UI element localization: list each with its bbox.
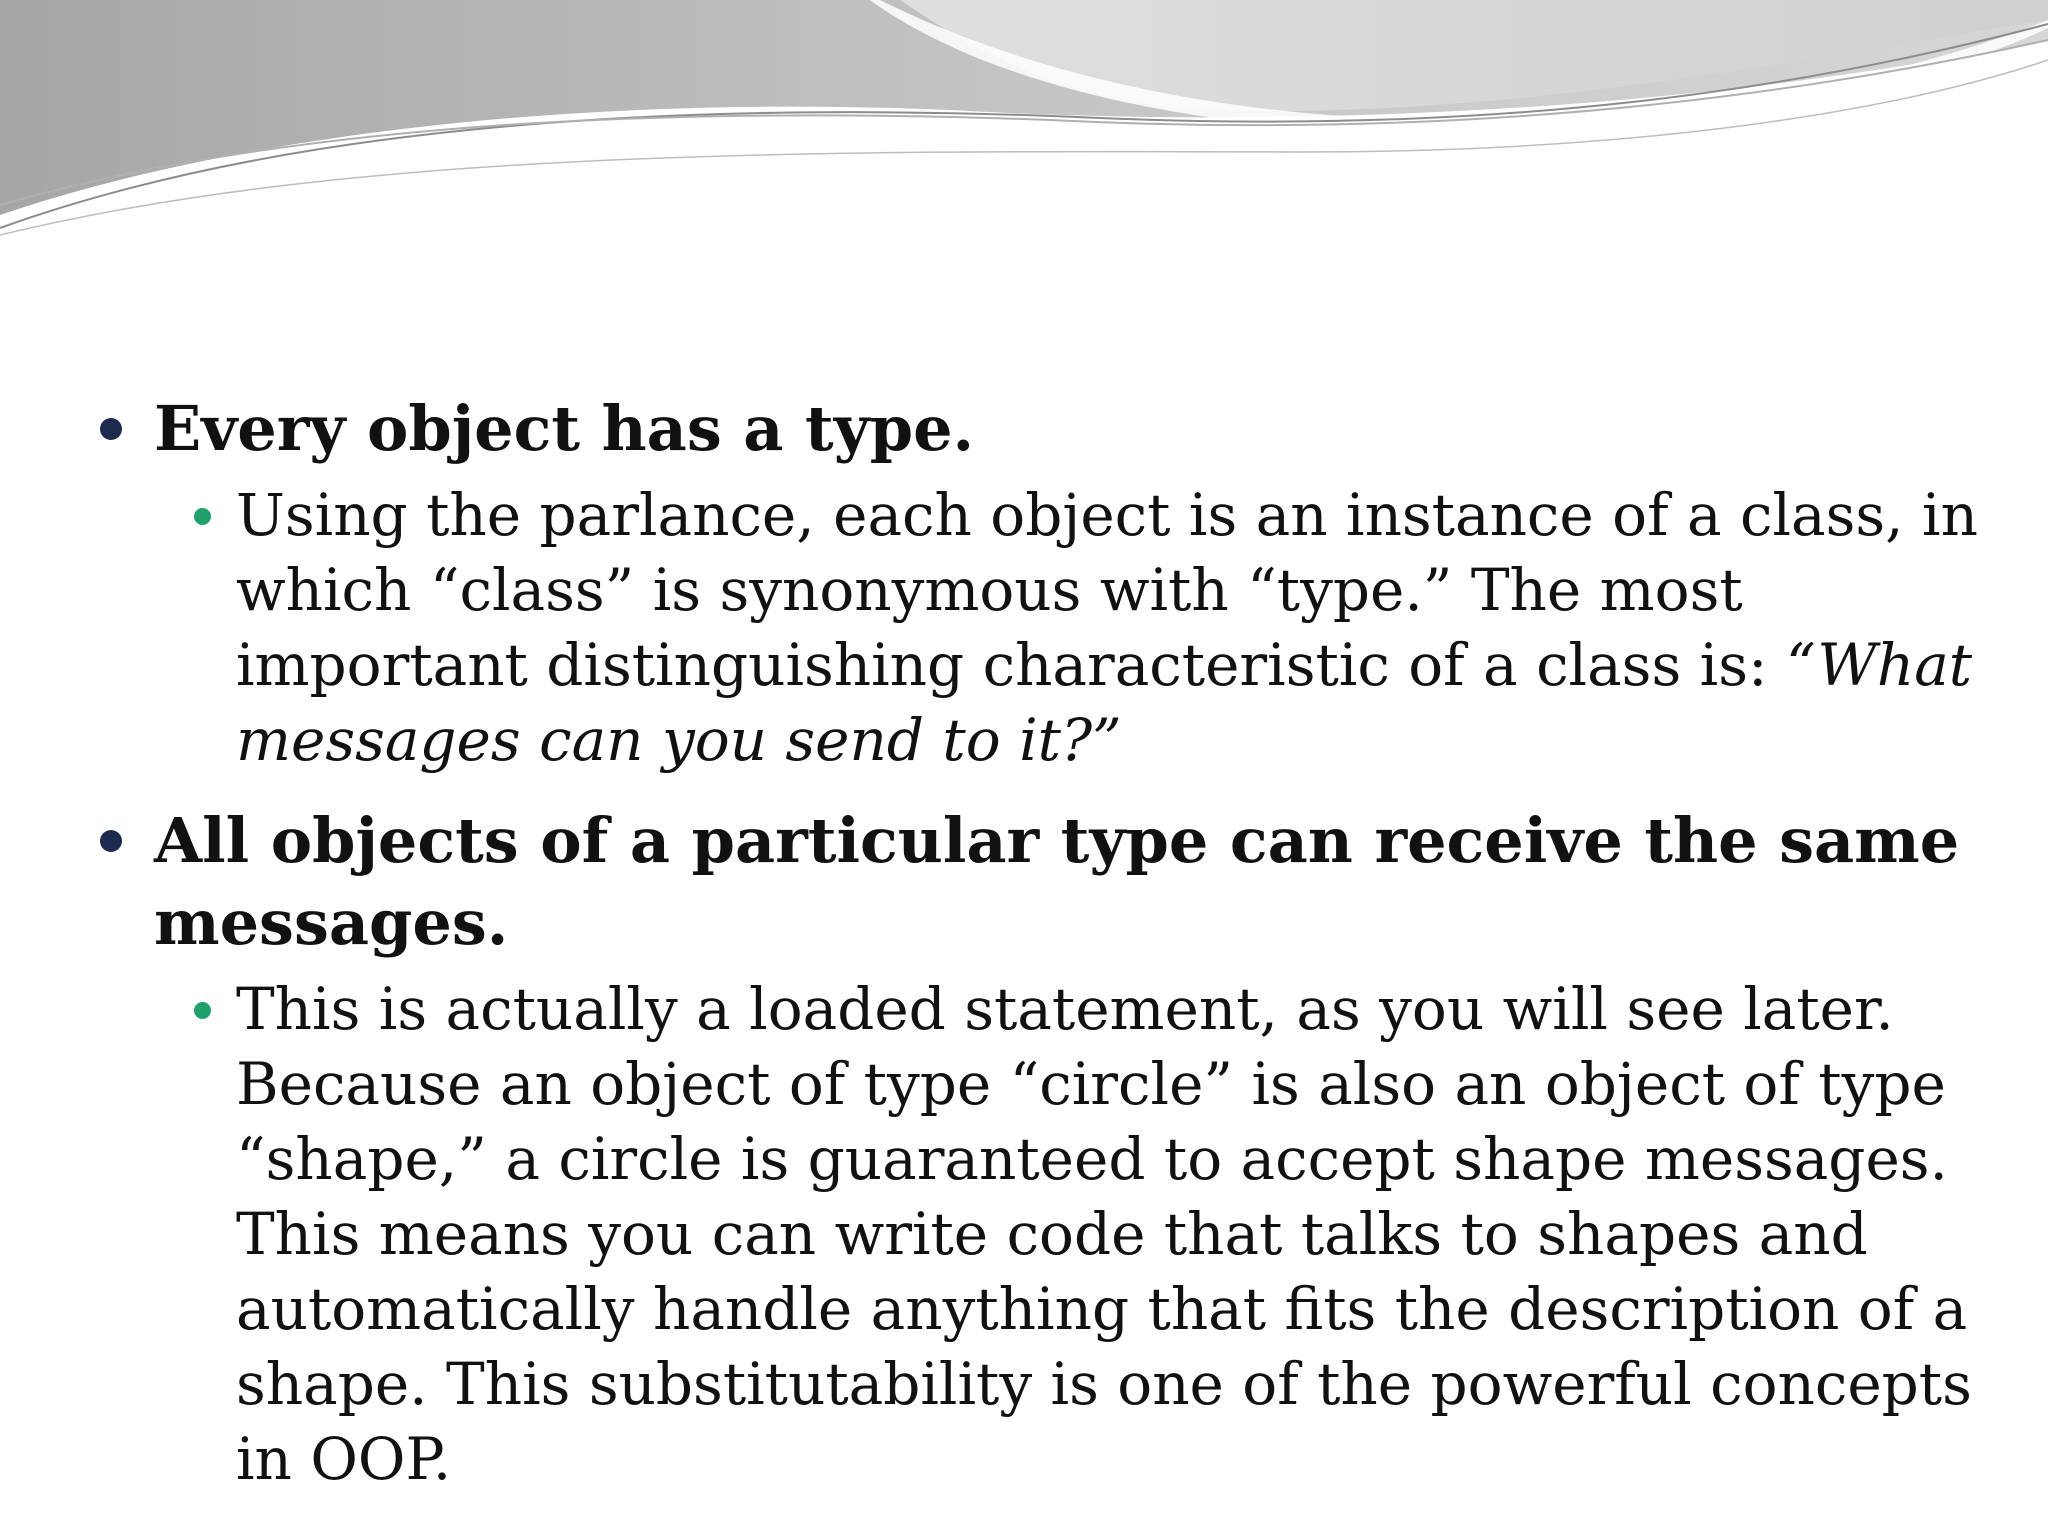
bullet-every-object-has-type <box>96 388 1996 470</box>
sub-bullet-parlance <box>236 478 2006 778</box>
bullet-heading: Every object has a type. <box>154 392 975 465</box>
secondary-bullet-icon <box>194 508 211 525</box>
sub-bullet-italic-question: “What messages can you send to it?” <box>236 631 1973 774</box>
secondary-bullet-icon <box>194 1002 211 1019</box>
sub-bullet-loaded-statement <box>236 972 2006 1497</box>
sub-bullet-text: This is actually a loaded statement, as you will see later. Because an object of type “circle” is also an object of type “shape,” a circle is guaranteed to accept shape messages. This means you can write code that talks to shapes and automatically handle anything that fits the description of a shape. This substitutability is one of the powerful concepts in OOP. <box>236 975 1972 1493</box>
primary-bullet-icon <box>100 418 122 440</box>
bullet-heading: All objects of a particular type can receive the same messages. <box>154 804 1960 959</box>
primary-bullet-icon <box>100 830 122 852</box>
decorative-wave-banner <box>0 0 2048 240</box>
sub-bullet-text: Using the parlance, each object is an instance of a class, in which “class” is synonymous with “type.” The most important distinguishing characteristic of a class is: <box>236 481 1978 699</box>
slide-content <box>96 388 1996 1519</box>
bullet-same-messages <box>96 800 1996 964</box>
